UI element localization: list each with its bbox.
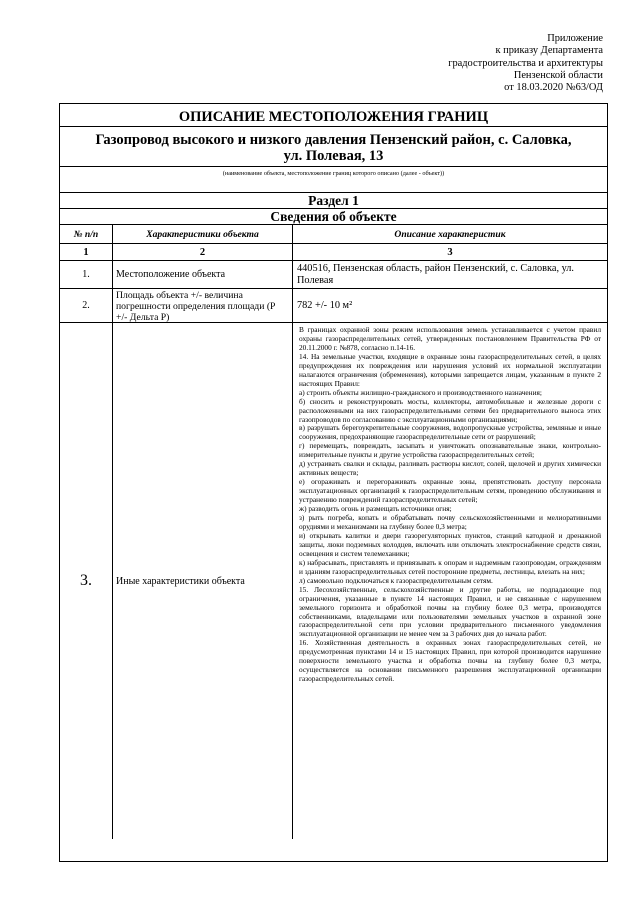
paragraph: е) огораживать и перегораживать охранные зоны, препятствовать доступу персонала эксплуатационных организаций к газораспределительным сетям, проведению обслуживания и устранению повреждений газораспределительных сетей; <box>299 477 601 505</box>
column-number: 1 <box>60 244 113 260</box>
header-number: № п/п <box>60 225 113 243</box>
appendix-line: к приказу Департамента <box>495 45 603 57</box>
paragraph: ж) разводить огонь и размещать источники огня; <box>299 504 452 514</box>
paragraph: 14. На земельные участки, входящие в охранные зоны газораспределительных сетей, в целях предупреждения их повреждения или нарушения условий их нормальной эксплуатации налагаются ограничения (обременения), которыми запрещается лицам, указанным в пункте 2 настоящих Правил: <box>299 351 601 388</box>
paragraph: л) самовольно подключаться к газораспределительным сетям. <box>299 575 493 585</box>
row-value: 782 +/- 10 м² <box>297 300 353 311</box>
paragraph: 15. Лесохозяйственные, сельскохозяйственные и другие работы, не подпадающие под ограничения, указанные в пункте 14 настоящих Правил, и не связанные с нарушением земельного горизонта и обработкой почвы на глубину более 0,3 метра, производятся собственниками, владельцами или пользователями земельных участков в охранной зоне газораспределительной сети при условии предварительного письменного уведомления эксплуатационной организации не менее чем за 3 рабочих дня до начала работ. <box>299 584 601 639</box>
other-characteristics-text <box>293 323 607 839</box>
column-number: 2 <box>113 244 293 260</box>
header-description: Описание характеристик <box>394 228 506 240</box>
row-characteristic: Площадь объекта +/- величина погрешности определения площади (Р +/- Дельта Р) <box>113 289 293 322</box>
paragraph: б) сносить и реконструировать мосты, коллекторы, автомобильные и железные дороги с расположенными на них газораспределительными сетями без предварительного выноса этих газопроводов по согласованию с эксплуатационными организациями; <box>299 396 601 424</box>
table-row <box>60 323 607 839</box>
document-title: ОПИСАНИЕ МЕСТОПОЛОЖЕНИЯ ГРАНИЦ <box>60 104 607 127</box>
column-number: 3 <box>447 246 453 258</box>
row-number: 3. <box>60 323 113 839</box>
section-title: Сведения об объекте <box>60 209 607 225</box>
paragraph: В границах охранной зоны режим использования земель устанавливается с учетом правил охраны газораспределительных сетей, утвержденных постановлением Правительства РФ от 20.11.2000 г. №878, согласно п.14-16. <box>299 325 601 352</box>
row-value: 440516, Пензенская область, район Пензенский, с. Саловка, ул. Полевая <box>297 263 574 286</box>
row-number: 1. <box>60 261 113 288</box>
paragraph: з) рыть погреба, копать и обрабатывать почву сельскохозяйственными и мелиоративными орудиями и механизмами на глубину более 0,3 метра; <box>299 513 601 531</box>
column-numbers-row <box>60 244 607 261</box>
appendix-line: Приложение <box>547 33 603 44</box>
paragraph: д) устраивать свалки и склады, разливать растворы кислот, солей, щелочей и других химически активных веществ; <box>299 459 601 478</box>
appendix-header <box>383 33 603 94</box>
object-name-line2: ул. Полевая, 13 <box>283 148 384 164</box>
paragraph: к) набрасывать, приставлять и привязывать к опорам и надземным газопроводам, ограждениям и зданиям газораспределительных сетей посторонние предметы, лестницы, влезать на них; <box>299 557 601 576</box>
appendix-line: градостроительства и архитектуры <box>448 57 603 69</box>
row-characteristic: Иные характеристики объекта <box>113 323 293 839</box>
description-document <box>59 103 608 862</box>
table-row <box>60 289 607 323</box>
row-number: 2. <box>60 289 113 322</box>
row-characteristic: Местоположение объекта <box>113 261 293 288</box>
header-characteristic: Характеристики объекта <box>113 225 293 243</box>
paragraph: а) строить объекты жилищно-гражданского и производственного назначения; <box>299 387 542 397</box>
table-row <box>60 261 607 289</box>
title-block <box>60 104 607 193</box>
object-name-line1: Газопровод высокого и низкого давления Пензенский район, с. Саловка, <box>95 132 572 148</box>
paragraph: и) открывать калитки и двери газорегуляторных пунктов, станций катодной и дренажной защиты, люки подземных колодцев, включать или отключать электроснабжение средств связи, освещения и систем телемеханики; <box>299 530 601 558</box>
object-name-note: (наименование объекта, местоположение границ которого описано (далее - объект)) <box>222 170 445 177</box>
appendix-line: от 18.03.2020 №63/ОД <box>504 82 603 94</box>
paragraph: г) перемещать, повреждать, засыпать и уничтожать опознавательные знаки, контрольно-измерительные пункты и другие устройства газораспределительных сетей; <box>299 441 601 460</box>
object-name <box>60 127 607 167</box>
table-header-row <box>60 225 607 244</box>
section-number: Раздел 1 <box>60 193 607 209</box>
appendix-line: Пензенской области <box>513 69 603 81</box>
paragraph: 16. Хозяйственная деятельность в охранных зонах газораспределительных сетей, не предусмотренная пунктами 14 и 15 настоящих Правил, при которой производится нарушение поверхности земельного участка и обработка почвы на глубину более 0,3 метра, осуществляется на основании письменного разрешения эксплуатационной организации газораспределительных сетей. <box>299 638 601 684</box>
paragraph: в) разрушать берегоукрепительные сооружения, водопропускные устройства, земляные и иные сооружения, предохраняющие газораспределительные сети от разрушений; <box>299 423 601 442</box>
